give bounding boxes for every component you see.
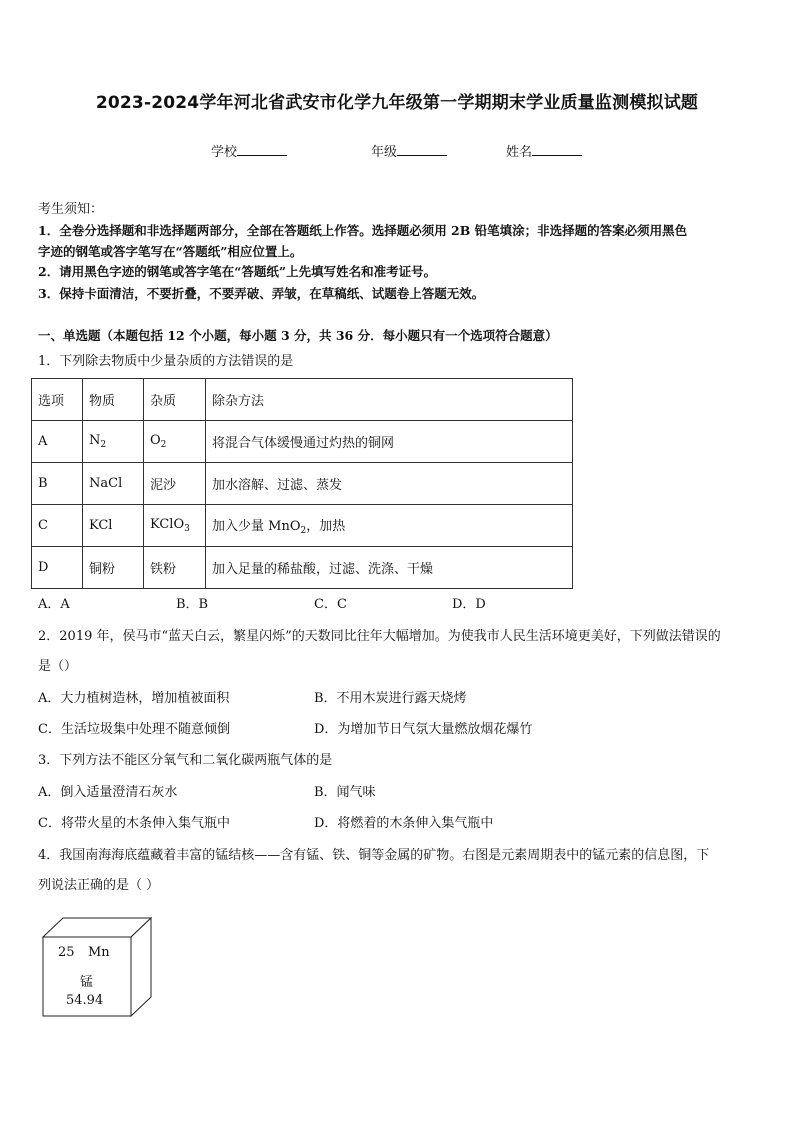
q1-option-d[interactable]: D．D <box>452 597 486 612</box>
q3-option-b[interactable]: B．闻气味 <box>314 785 376 800</box>
method-text: ，加热 <box>306 519 346 534</box>
notice-line3: 3．保持卡面清洁，不要折叠，不要弄破、弄皱，在草稿纸、试题卷上答题无效。 <box>38 286 485 301</box>
formula-subscript: 2 <box>160 440 167 450</box>
header-cell: 除杂方法 <box>206 379 573 421</box>
impurity-cell: 泥沙 <box>144 463 206 505</box>
notice-heading: 考生须知： <box>38 202 104 217</box>
q2-option-c[interactable]: C．生活垃圾集中处理不随意倾倒 <box>38 722 230 737</box>
method-cell <box>206 505 573 547</box>
impurity-cell <box>144 421 206 463</box>
q1-table <box>31 378 573 589</box>
element-name: 锰 <box>80 975 94 990</box>
method-cell: 加水溶解、过滤、蒸发 <box>206 463 573 505</box>
name-blank[interactable] <box>532 143 582 156</box>
grade-blank[interactable] <box>397 143 447 156</box>
element-tile-manganese <box>42 917 152 1017</box>
q2-stem-line1: 2．2019 年，侯马市“蓝天白云，繁星闪烁”的天数同比往年大幅增加。为使我市人民生活环境更美好，下列做法错误的 <box>38 629 721 644</box>
q3-stem: 3．下列方法不能区分氧气和二氧化碳两瓶气体的是 <box>38 753 333 768</box>
impurity-cell: 铁粉 <box>144 547 206 589</box>
q4-stem-line2: 列说法正确的是（ ） <box>38 878 160 893</box>
table-row <box>32 421 573 463</box>
q1-stem: 1．下列除去物质中少量杂质的方法错误的是 <box>38 354 294 369</box>
grade-field <box>371 141 447 160</box>
notice-line2: 2．请用黑色字迹的钢笔或答字笔在“答题纸”上先填写姓名和准考证号。 <box>38 264 437 279</box>
formula-subscript: 3 <box>184 524 190 534</box>
school-blank[interactable] <box>237 143 287 156</box>
school-label: 学校 <box>211 145 238 160</box>
table-row <box>32 547 573 589</box>
q1-option-c[interactable]: C．C <box>314 597 347 612</box>
method-cell: 加入足量的稀盐酸，过滤、洗涤、干燥 <box>206 547 573 589</box>
formula-subscript: 2 <box>300 526 307 536</box>
q3-option-c[interactable]: C．将带火星的木条伸入集气瓶中 <box>38 816 230 831</box>
school-field <box>211 141 287 160</box>
q1-option-b[interactable]: B．B <box>176 597 209 612</box>
option-cell: B <box>32 463 83 505</box>
section-heading: 一、单选题（本题包括 12 个小题，每小题 3 分，共 36 分．每小题只有一个选项符合题意） <box>38 328 558 343</box>
table-header-row <box>32 379 573 421</box>
q2-option-b[interactable]: B．不用木炭进行露天烧烤 <box>314 691 467 706</box>
impurity-cell <box>144 505 206 547</box>
element-atomic-number: 25 <box>58 945 75 960</box>
option-cell: A <box>32 421 83 463</box>
header-cell: 杂质 <box>144 379 206 421</box>
page-title: 2023-2024学年河北省武安市化学九年级第一学期期末学业质量监测模拟试题 <box>95 93 699 113</box>
q1-option-a[interactable]: A．A <box>38 597 70 612</box>
notice-line1b: 字迹的钢笔或答字笔写在“答题纸”相应位置上。 <box>38 244 303 259</box>
substance-cell: 铜粉 <box>83 547 144 589</box>
table-row <box>32 463 573 505</box>
notice-line1a: 1．全卷分选择题和非选择题两部分，全部在答题纸上作答。选择题必须用 2B 铅笔填涂；非选择题的答案必须用黑色 <box>38 223 688 238</box>
table-row <box>32 505 573 547</box>
q4-stem-line1: 4．我国南海海底蕴藏着丰富的锰结核——含有锰、铁、铜等金属的矿物。右图是元素周期表中的锰元素的信息图，下 <box>38 848 710 863</box>
option-cell: C <box>32 505 83 547</box>
grade-label: 年级 <box>371 145 398 160</box>
q2-option-d[interactable]: D．为增加节日气氛大量燃放烟花爆竹 <box>314 722 533 737</box>
substance-cell <box>83 421 144 463</box>
formula-base: N <box>89 433 101 448</box>
substance-cell: KCl <box>83 505 144 547</box>
q3-option-a[interactable]: A．倒入适量澄清石灰水 <box>38 785 178 800</box>
method-text: 加入少量 MnO <box>212 519 301 534</box>
method-cell: 将混合气体缓慢通过灼热的铜网 <box>206 421 573 463</box>
element-atomic-mass: 54.94 <box>66 993 104 1008</box>
element-symbol: Mn <box>88 945 110 960</box>
header-cell: 物质 <box>83 379 144 421</box>
q3-option-d[interactable]: D．将燃着的木条伸入集气瓶中 <box>314 816 494 831</box>
name-field <box>506 141 582 160</box>
formula-subscript: 2 <box>100 440 107 450</box>
formula-base: O <box>150 433 161 448</box>
substance-cell: NaCl <box>83 463 144 505</box>
q2-stem-line2: 是（） <box>38 659 78 674</box>
formula-base: KClO <box>150 517 185 532</box>
option-cell: D <box>32 547 83 589</box>
header-cell: 选项 <box>32 379 83 421</box>
q2-option-a[interactable]: A．大力植树造林，增加植被面积 <box>38 691 230 706</box>
name-label: 姓名 <box>506 145 533 160</box>
